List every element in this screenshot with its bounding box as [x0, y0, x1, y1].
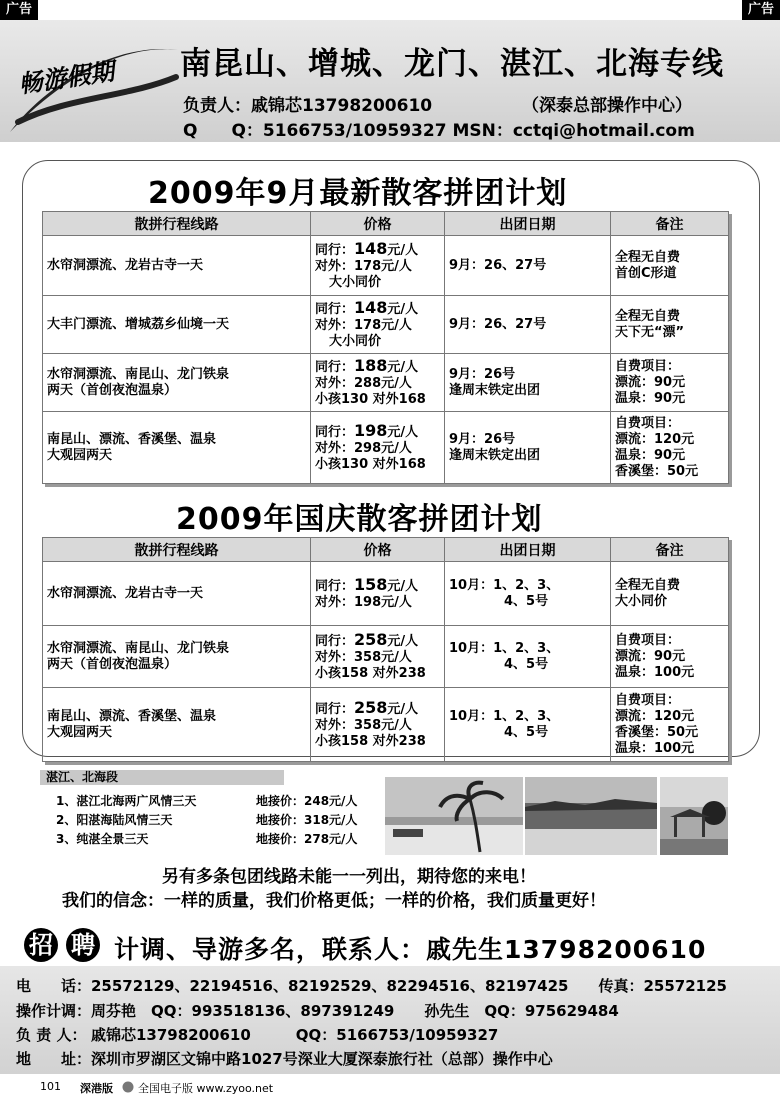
price-retail: 对外：358元/人 [315, 649, 412, 665]
price-value: 148 [354, 297, 388, 317]
slogan-more-routes: 另有多条包团线路未能一一列出，期待您的来电！ [162, 867, 536, 887]
ad-tag-right: 广告 [742, 0, 780, 20]
zhanjiang-item: 3、纯湛全景三天 [56, 832, 149, 846]
footer-value: 周芬艳 QQ：993518136、897391249 孙先生 QQ：975629484 [91, 1002, 619, 1020]
col-header: 散拼行程线路 [43, 212, 311, 236]
price-extra: 小孩158 对外238 [315, 665, 426, 681]
note-line: 香溪堡：50元 [615, 724, 699, 740]
table-row [43, 562, 729, 626]
logo-text: 畅游假期 [16, 56, 116, 99]
col-header: 备注 [611, 212, 729, 236]
note-line: 温泉：90元 [615, 447, 686, 463]
footer-label: 电 话： [16, 977, 92, 995]
date-line: 逢周末铁定出团 [449, 447, 541, 463]
note-line: 温泉：90元 [615, 390, 686, 406]
footer-operator [16, 1000, 619, 1021]
zhanjiang-price: 地接价：318元/人 [256, 813, 358, 827]
date-line: 10月：1、2、3、 [449, 708, 560, 724]
col-header: 散拼行程线路 [43, 538, 311, 562]
note-line: 香溪堡：50元 [615, 463, 699, 479]
route-line: 大丰门漂流、增城荔乡仙境一天 [47, 316, 230, 332]
price-value: 148 [354, 238, 388, 258]
price-label: 同行： [315, 301, 355, 317]
national-table [42, 537, 729, 762]
price-label: 同行： [315, 701, 355, 717]
table-row [43, 236, 729, 296]
sept-title: 2009年9月最新散客拼团计划 [148, 176, 568, 211]
table-row [43, 688, 729, 762]
route-line: 水帘洞漂流、南昆山、龙门铁泉 [47, 366, 230, 382]
coast-photo [525, 777, 657, 855]
route-line: 两天（首创夜泡温泉） [47, 656, 178, 672]
price-extra: 小孩130 对外168 [315, 391, 426, 407]
zhanjiang-price: 地接价：278元/人 [256, 832, 358, 846]
footer-phone [16, 975, 727, 996]
beach-palm-photo [385, 777, 523, 855]
price-retail: 对外：178元/人 [315, 317, 412, 333]
price-extra: 小孩158 对外238 [315, 733, 426, 749]
price-unit: 元/人 [387, 701, 419, 717]
zhanjiang-item: 1、湛江北海两广风情三天 [56, 794, 197, 808]
date-line: 10月：1、2、3、 [449, 577, 560, 593]
note-line: 全程无自费 [615, 249, 681, 265]
footer-manager [16, 1024, 498, 1045]
site-logo-icon [122, 1081, 134, 1093]
note-line: 温泉：100元 [615, 740, 695, 756]
date-line: 4、5号 [504, 656, 549, 672]
note-line: 全程无自费 [615, 577, 681, 593]
recruit-badge-1: 招 [24, 928, 58, 962]
national-title: 2009年国庆散客拼团计划 [176, 502, 543, 537]
price-label: 同行： [315, 242, 355, 258]
price-unit: 元/人 [387, 301, 419, 317]
note-line: 温泉：100元 [615, 664, 695, 680]
zhanjiang-price: 地接价：248元/人 [256, 794, 358, 808]
table-row [43, 626, 729, 688]
route-line: 大观园两天 [47, 447, 113, 463]
footer-value: 深圳市罗湖区文锦中路1027号深业大厦深泰旅行社（总部）操作中心 [91, 1050, 553, 1068]
header-manager: 负责人：戚锦芯13798200610 [183, 96, 433, 116]
price-retail: 对外：198元/人 [315, 594, 412, 610]
date-line: 9月：26号 [449, 431, 516, 447]
col-header: 价格 [311, 212, 445, 236]
header-center: （深泰总部操作中心） [522, 96, 692, 116]
note-line: 首创C形道 [615, 265, 677, 281]
footer-value: 25572129、22194516、82192529、82294516、82197425 传真：25572125 [91, 977, 727, 995]
col-header: 出团日期 [445, 538, 611, 562]
edition-label: 深港版 [80, 1082, 113, 1095]
note-line: 自费项目： [615, 692, 681, 708]
price-label: 同行： [315, 633, 355, 649]
col-header: 价格 [311, 538, 445, 562]
site-link[interactable]: 全国电子版 www.zyoo.net [138, 1082, 274, 1095]
price-retail: 对外：178元/人 [315, 258, 412, 274]
price-unit: 元/人 [387, 633, 419, 649]
price-retail: 对外：298元/人 [315, 440, 412, 456]
note-line: 自费项目： [615, 415, 681, 431]
route-line: 南昆山、漂流、香溪堡、温泉 [47, 708, 217, 724]
table-row [43, 354, 729, 412]
note-line: 大小同价 [615, 593, 668, 609]
price-extra: 大小同价 [329, 274, 382, 290]
price-value: 258 [354, 697, 388, 717]
date-line: 4、5号 [504, 724, 549, 740]
price-label: 同行： [315, 359, 355, 375]
route-line: 水帘洞漂流、南昆山、龙门铁泉 [47, 640, 230, 656]
price-value: 258 [354, 629, 388, 649]
note-line: 漂流：120元 [615, 431, 695, 447]
footer-label: 负 责 人： [16, 1026, 87, 1044]
date-line: 逢周末铁定出团 [449, 382, 541, 398]
note-line: 漂流：90元 [615, 374, 686, 390]
price-extra: 小孩130 对外168 [315, 456, 426, 472]
price-value: 198 [354, 420, 388, 440]
price-retail: 对外：358元/人 [315, 717, 412, 733]
header-title: 南昆山、增城、龙门、湛江、北海专线 [180, 46, 724, 82]
price-value: 158 [354, 574, 388, 594]
note-line: 漂流：120元 [615, 708, 695, 724]
table-row [43, 296, 729, 354]
slogan-belief: 我们的信念：一样的质量，我们价格更低；一样的价格，我们质量更好！ [62, 891, 606, 911]
route-line: 两天（首创夜泡温泉） [47, 382, 178, 398]
table-row [43, 412, 729, 484]
zhanjiang-item: 2、阳湛海陆风情三天 [56, 813, 173, 827]
note-line: 全程无自费 [615, 308, 681, 324]
footer-address [16, 1048, 553, 1069]
note-line: 自费项目： [615, 358, 681, 374]
zhanjiang-label: 湛江、北海段 [40, 770, 284, 785]
date-line: 10月：1、2、3、 [449, 640, 560, 656]
price-value: 188 [354, 355, 388, 375]
col-header: 备注 [611, 538, 729, 562]
footer-value: 戚锦芯13798200610 QQ：5166753/10959327 [91, 1026, 499, 1044]
date-line: 9月：26号 [449, 366, 516, 382]
note-line: 天下无“漂” [615, 324, 685, 340]
price-label: 同行： [315, 424, 355, 440]
sept-table [42, 211, 729, 484]
price-unit: 元/人 [387, 242, 419, 258]
price-unit: 元/人 [387, 359, 419, 375]
recruit-text: 计调、导游多名，联系人：戚先生13798200610 [114, 935, 707, 964]
note-line: 漂流：90元 [615, 648, 686, 664]
price-label: 同行： [315, 578, 355, 594]
route-line: 大观园两天 [47, 724, 113, 740]
ad-tag-left: 广告 [0, 0, 38, 20]
price-unit: 元/人 [387, 578, 419, 594]
route-line: 南昆山、漂流、香溪堡、温泉 [47, 431, 217, 447]
route-line: 水帘洞漂流、龙岩古寺一天 [47, 585, 204, 601]
note-line: 自费项目： [615, 632, 681, 648]
price-extra: 大小同价 [329, 333, 382, 349]
footer-label: 地 址： [16, 1050, 92, 1068]
header-contact: Q Q：5166753/10959327 MSN：cctqi@hotmail.com [183, 121, 695, 141]
price-retail: 对外：288元/人 [315, 375, 412, 391]
col-header: 出团日期 [445, 212, 611, 236]
page-number: 101 [40, 1080, 61, 1093]
date-line: 4、5号 [504, 593, 549, 609]
date-line: 9月：26、27号 [449, 257, 547, 273]
recruit-badge-2: 聘 [66, 928, 100, 962]
footer-label: 操作计调： [16, 1002, 92, 1020]
date-line: 9月：26、27号 [449, 316, 547, 332]
route-line: 水帘洞漂流、龙岩古寺一天 [47, 257, 204, 273]
price-unit: 元/人 [387, 424, 419, 440]
pavilion-photo [660, 777, 728, 855]
